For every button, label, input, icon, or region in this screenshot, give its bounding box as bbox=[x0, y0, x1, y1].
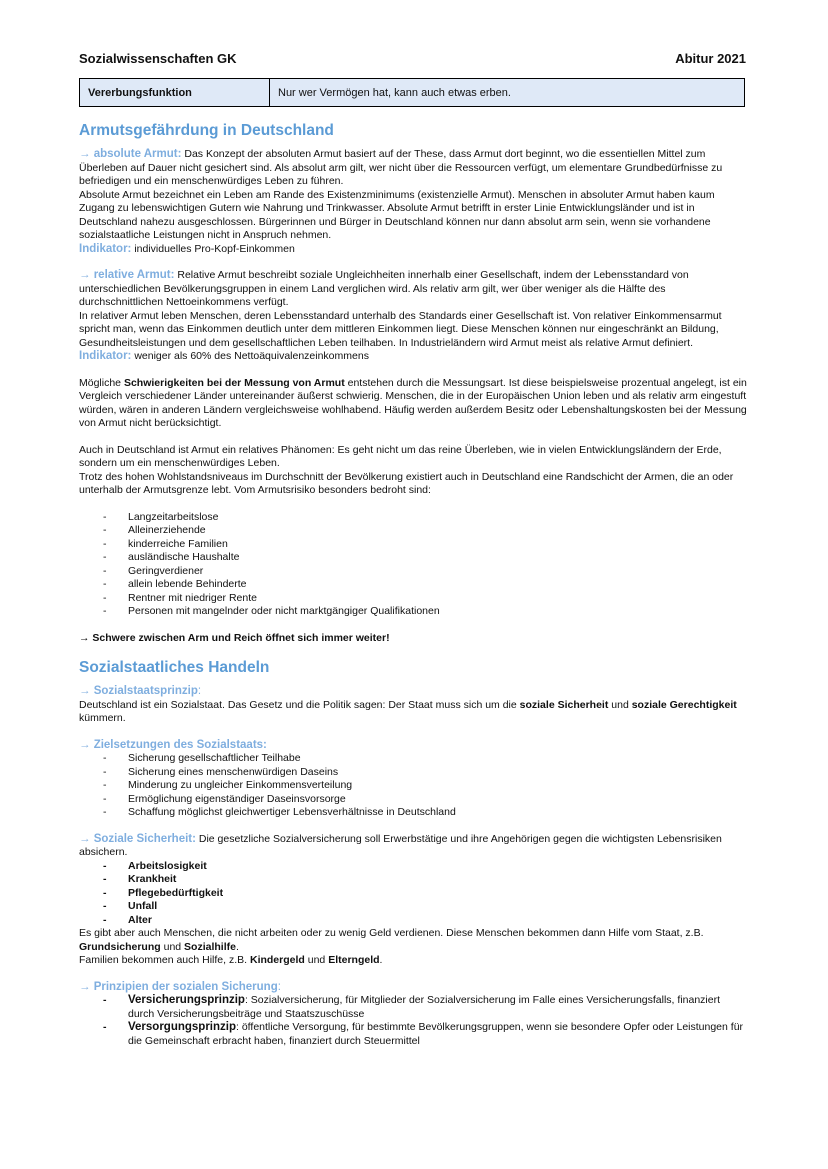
list-item: - Langzeitarbeitslose bbox=[79, 511, 747, 525]
list-item: - Minderung zu ungleicher Einkommensverteilung bbox=[79, 779, 747, 793]
absolute-armut-text: Das Konzept der absoluten Armut basiert auf der These, dass Armut dort beginnt, wo die essentiellen Mittel zum Überleben auf Dauer nicht gesichert sind. Als absolut arm gilt, wer nicht über die Ressourcen verfügt, um elementare Grundbedürfnisse zu befriedigen und ein menschenwürdiges Leben zu führen. bbox=[79, 148, 723, 187]
prinzipien-list bbox=[79, 994, 747, 1048]
list-item: - Rentner mit niedriger Rente bbox=[79, 592, 747, 606]
absolute-armut-indicator bbox=[79, 243, 747, 257]
section-title-armut: Armutsgefährdung in Deutschland bbox=[79, 122, 334, 139]
indicator-label: Indikator: bbox=[79, 350, 132, 362]
indicator-label: Indikator: bbox=[79, 242, 132, 255]
absolute-armut-paragraph-2: Absolute Armut bezeichnet ein Leben am Rande des Existenzminimums (existenzielle Armut). Menschen in absoluter Armut haben kaum Zugang zu lebenswichtigen Gutern wie Nahrung und Trinkwasser. Absolute Armut betrifft in erster Linie Entwicklungsländer und ist in Deutschland nahezu ausgeschlossen. Bürgerinnen und Bürger in Deutschland können nur dann absolut arm sein, wenn sie vorhandene sozialstaatliche Leistungen nicht in Anspruch nehmen. bbox=[79, 188, 715, 241]
list-item: - Alleinerziehende bbox=[79, 524, 747, 538]
absolute-armut-paragraph bbox=[79, 148, 747, 189]
prinzipien-heading: → Prinzipien der sozialen Sicherung: bbox=[79, 980, 281, 993]
zielsetzungen-heading: → Zielsetzungen des Sozialstaats: bbox=[79, 738, 267, 751]
list-item: - Schaffung möglichst gleichwertiger Lebensverhältnisse in Deutschland bbox=[79, 806, 747, 820]
section-title-sozialstaat: Sozialstaatliches Handeln bbox=[79, 659, 270, 676]
list-item: - Unfall bbox=[79, 900, 747, 914]
page-header bbox=[79, 51, 746, 66]
deutschland-paragraph-2: Trotz des hohen Wohlstandsniveaus im Durchschnitt der Bevölkerung existiert auch in Deutschland eine Randschicht der Armen, die an oder unterhalb der Armutsgrenze lebt. Vom Armutsrisiko besonders bedroht sind: bbox=[79, 470, 734, 496]
list-item: - Versicherungsprinzip: Sozialversicherung, für Mitglieder der Sozialversicherung im Falle eines Versicherungsfalls, finanziert durch Versicherungsbeiträge und Staatszuschüsse bbox=[79, 994, 747, 1021]
deutschland-paragraph-1: Auch in Deutschland ist Armut ein relatives Phänomen: Es geht nicht um das reine Überleben, wie in vielen Entwicklungsländern der Erde, sondern um ein menschenwürdiges Leben. bbox=[79, 443, 722, 469]
relative-armut-indicator bbox=[79, 350, 747, 364]
list-item: - Sicherung gesellschaftlicher Teilhabe bbox=[79, 752, 747, 766]
risk-groups-list bbox=[79, 511, 747, 619]
list-item: - Versorgungsprinzip: öffentliche Versorgung, für bestimmte Bevölkerungsgruppen, wenn sie besondere Opfer oder Leistungen für die Gemeinschaft erbracht haben, finanziert durch Steuermittel bbox=[79, 1021, 747, 1048]
indicator-value: individuelles Pro-Kopf-Einkommen bbox=[134, 242, 295, 255]
table-term: Vererbungsfunktion bbox=[80, 79, 270, 106]
relative-armut-text: Relative Armut beschreibt soziale Ungleichheiten innerhalb einer Gesellschaft, indem der Lebensstandard von unterschiedlichen Bevölkerungsgruppen in einem Land verglichen wird. Als relativ arm gilt, wer über weniger als die Hälfte des durchschnittlichen Nettoeinkommens verfügt. bbox=[79, 269, 689, 308]
relative-armut-paragraph-2: In relativer Armut leben Menschen, deren Lebensstandard unterhalb des Standards einer Gesellschaft ist. Von relativer Einkommensarmut spricht man, wenn das Einkommen deutlich unter dem mittleren Einkommen liegt. Diese Menschen können nur eingeschränkt an Bildung, Gesundheitsleistungen und dem gesellschaftlichen Leben teilhaben. In Industrieländern wird Armut meist als relative Armut definiert. bbox=[79, 309, 722, 349]
list-item: - kinderreiche Familien bbox=[79, 538, 747, 552]
relative-armut-paragraph bbox=[79, 269, 747, 310]
list-item: - Geringverdiener bbox=[79, 565, 747, 579]
messung-paragraph: Mögliche Schwierigkeiten bei der Messung von Armut entstehen durch die Messungsart. Ist diese beispielsweise prozentual angelegt, ist ein Vergleich verschiedener Länder untereinander äußerst schwierig. Menschen, die in der Europäischen Union leben und als relativ arm eingestuft würden, wären in anderen Ländern vergleichsweise wohlhabend. Häufig werden außerdem Besitz oder Lebenshaltungskosten bei der Messung von Armut nicht berücksichtigt. bbox=[79, 376, 747, 429]
absolute-armut-label: → absolute Armut: bbox=[79, 148, 182, 160]
soziale-sicherheit-paragraph: → Soziale Sicherheit: Die gesetzliche Sozialversicherung soll Erwerbstätige und ihre Angehörigen gegen die wichtigsten Lebensrisiken absichern. bbox=[79, 832, 722, 858]
definition-table-row bbox=[79, 78, 745, 107]
zielsetzungen-list bbox=[79, 752, 747, 820]
list-item: - Sicherung eines menschenwürdigen Daseins bbox=[79, 766, 747, 780]
indicator-value: weniger als 60% des Nettoäquivalenzeinkommens bbox=[134, 350, 369, 362]
exam-label: Abitur 2021 bbox=[675, 51, 746, 66]
list-item: - ausländische Haushalte bbox=[79, 551, 747, 565]
list-item: - allein lebende Behinderte bbox=[79, 578, 747, 592]
table-definition: Nur wer Vermögen hat, kann auch etwas erben. bbox=[278, 87, 511, 99]
list-item: - Personen mit mangelnder oder nicht marktgängiger Qualifikationen bbox=[79, 605, 747, 619]
list-item: - Alter bbox=[79, 914, 747, 928]
relative-armut-label: → relative Armut: bbox=[79, 269, 175, 281]
list-item: - Pflegebedürftigkeit bbox=[79, 887, 747, 901]
main-content bbox=[79, 121, 747, 1048]
conclusion: → Schwere zwischen Arm und Reich öffnet sich immer weiter! bbox=[79, 631, 390, 644]
sozialstaatsprinzip-heading: → Sozialstaatsprinzip: bbox=[79, 685, 202, 697]
hilfe-paragraph-1: Es gibt aber auch Menschen, die nicht arbeiten oder zu wenig Geld verdienen. Diese Menschen bekommen dann Hilfe vom Staat, z.B. Grundsicherung und Sozialhilfe. bbox=[79, 927, 704, 953]
hilfe-paragraph-2: Familien bekommen auch Hilfe, z.B. Kindergeld und Elterngeld. bbox=[79, 954, 383, 966]
sozialstaatsprinzip-text: Deutschland ist ein Sozialstaat. Das Gesetz und die Politik sagen: Der Staat muss sich um die soziale Sicherheit und soziale Gerechtigkeit kümmern. bbox=[79, 698, 737, 724]
list-item: - Krankheit bbox=[79, 873, 747, 887]
subject-title: Sozialwissenschaften GK bbox=[79, 51, 237, 66]
list-item: - Ermöglichung eigenständiger Daseinsvorsorge bbox=[79, 793, 747, 807]
list-item: - Arbeitslosigkeit bbox=[79, 860, 747, 874]
lebensrisiken-list bbox=[79, 860, 747, 928]
messung-bold: Schwierigkeiten bei der Messung von Armut bbox=[123, 376, 345, 389]
